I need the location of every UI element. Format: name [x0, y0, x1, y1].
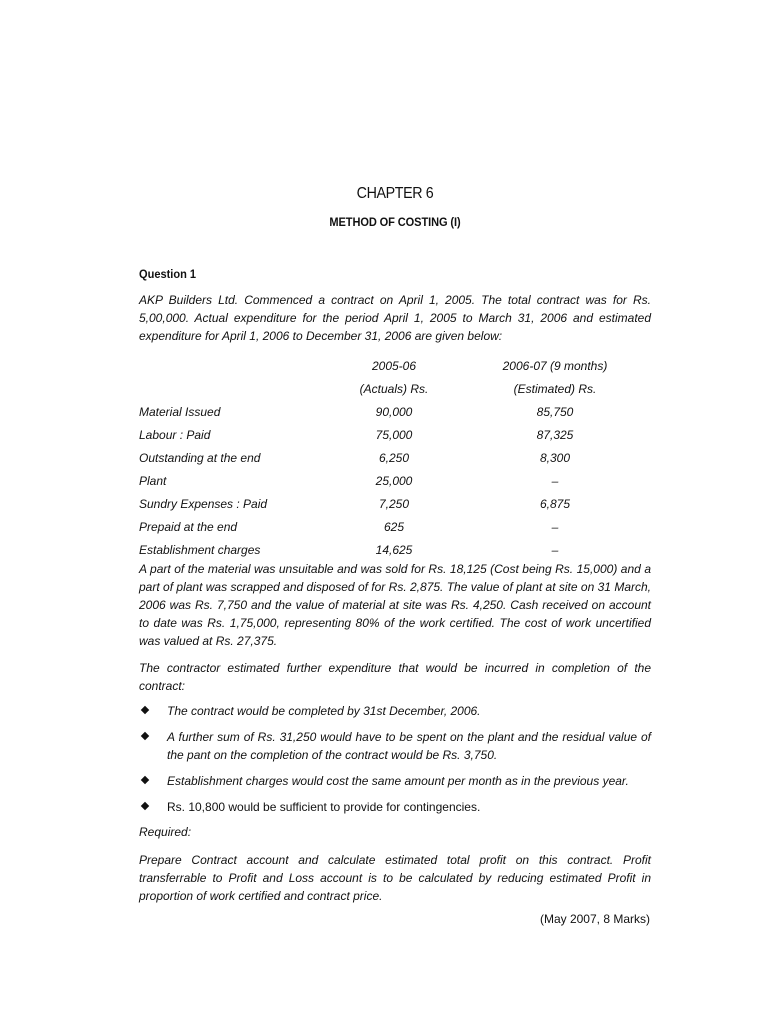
table-header-cell: 2005-06	[371, 359, 417, 373]
intro-paragraph: AKP Builders Ltd. Commenced a contract on April 1, 2005. The total contract was for Rs. 5,00,000. Actual expenditure for the period April 1, 2005 to March 31, 2006 and estimated expenditure for April 1, 2006 to December 31, 2006 are given below:	[139, 293, 651, 343]
table-header-row	[139, 380, 651, 403]
chapter-subtitle: METHOD OF COSTING (I)	[329, 215, 461, 229]
list-item-text: A further sum of Rs. 31,250 would have to be spent on the plant and the residual value of the pant on the completion of the contract would be Rs. 3,750.	[167, 730, 651, 762]
table-header-cell	[139, 357, 329, 380]
expenditure-table	[139, 357, 651, 564]
list-item	[139, 798, 651, 816]
table-header-cell: (Estimated) Rs.	[513, 382, 597, 396]
table-row	[139, 403, 651, 426]
row-label: Prepaid at the end	[139, 520, 238, 534]
document-page	[139, 0, 651, 1024]
table-row	[139, 449, 651, 472]
list-item	[139, 702, 651, 720]
row-label: Plant	[139, 474, 167, 488]
table-header-cell: 2006-07 (9 months)	[502, 359, 608, 373]
list-item-text: Rs. 10,800 would be sufficient to provide for contingencies.	[167, 800, 481, 814]
table-row	[139, 518, 651, 541]
actual-value: 6,250	[378, 451, 410, 465]
question-heading: Question 1	[139, 267, 197, 281]
diamond-bullet-icon	[141, 706, 149, 714]
actual-value: 14,625	[375, 543, 413, 557]
required-label: Required:	[139, 825, 192, 839]
exam-source: (May 2007, 8 Marks)	[539, 912, 650, 926]
estimated-value: 6,875	[539, 497, 571, 511]
assumptions-list	[139, 702, 651, 824]
required-paragraph: Prepare Contract account and calculate estimated total profit on this contract. Profit transferrable to Profit and Loss account is to be calculated by reducing estimated Profit in proportion of work certified and contract price.	[139, 853, 651, 903]
estimated-value: 8,300	[539, 451, 571, 465]
diamond-bullet-icon	[141, 802, 149, 810]
table-header-row	[139, 357, 651, 380]
actual-value: 75,000	[375, 428, 413, 442]
table-row	[139, 472, 651, 495]
row-label: Establishment charges	[139, 543, 261, 557]
estimated-value: 87,325	[536, 428, 574, 442]
actual-value: 90,000	[375, 405, 413, 419]
row-label: Labour : Paid	[139, 428, 211, 442]
diamond-bullet-icon	[141, 776, 149, 784]
table-header-cell	[139, 380, 329, 403]
row-label: Outstanding at the end	[139, 451, 261, 465]
table-header-cell: (Actuals) Rs.	[359, 382, 429, 396]
row-label: Sundry Expenses : Paid	[139, 497, 268, 511]
row-label: Material Issued	[139, 405, 221, 419]
diamond-bullet-icon	[141, 732, 149, 740]
actual-value: 7,250	[378, 497, 410, 511]
table-row	[139, 495, 651, 518]
estimated-value: –	[551, 543, 559, 557]
table-row	[139, 426, 651, 449]
actual-value: 25,000	[375, 474, 413, 488]
list-item	[139, 772, 651, 790]
chapter-title: CHAPTER 6	[356, 185, 434, 202]
estimated-value: 85,750	[536, 405, 574, 419]
list-item-text: Establishment charges would cost the same amount per month as in the previous year.	[167, 774, 629, 788]
estimated-value: –	[551, 474, 559, 488]
further-expenditure-paragraph: The contractor estimated further expenditure that would be incurred in completion of the contract:	[139, 661, 651, 693]
actual-value: 625	[383, 520, 405, 534]
material-plant-paragraph: A part of the material was unsuitable and was sold for Rs. 18,125 (Cost being Rs. 15,000) and a part of plant was scrapped and disposed of for Rs. 2,875. The value of plant at site on 31 March, 2006 was Rs. 7,750 and the value of material at site was Rs. 4,250. Cash received on account to date was Rs. 1,75,000, representing 80% of the work certified. The cost of work uncertified was valued at Rs. 27,375.	[139, 562, 651, 648]
list-item-text: The contract would be completed by 31st December, 2006.	[167, 704, 481, 718]
estimated-value: –	[551, 520, 559, 534]
list-item	[139, 728, 651, 764]
